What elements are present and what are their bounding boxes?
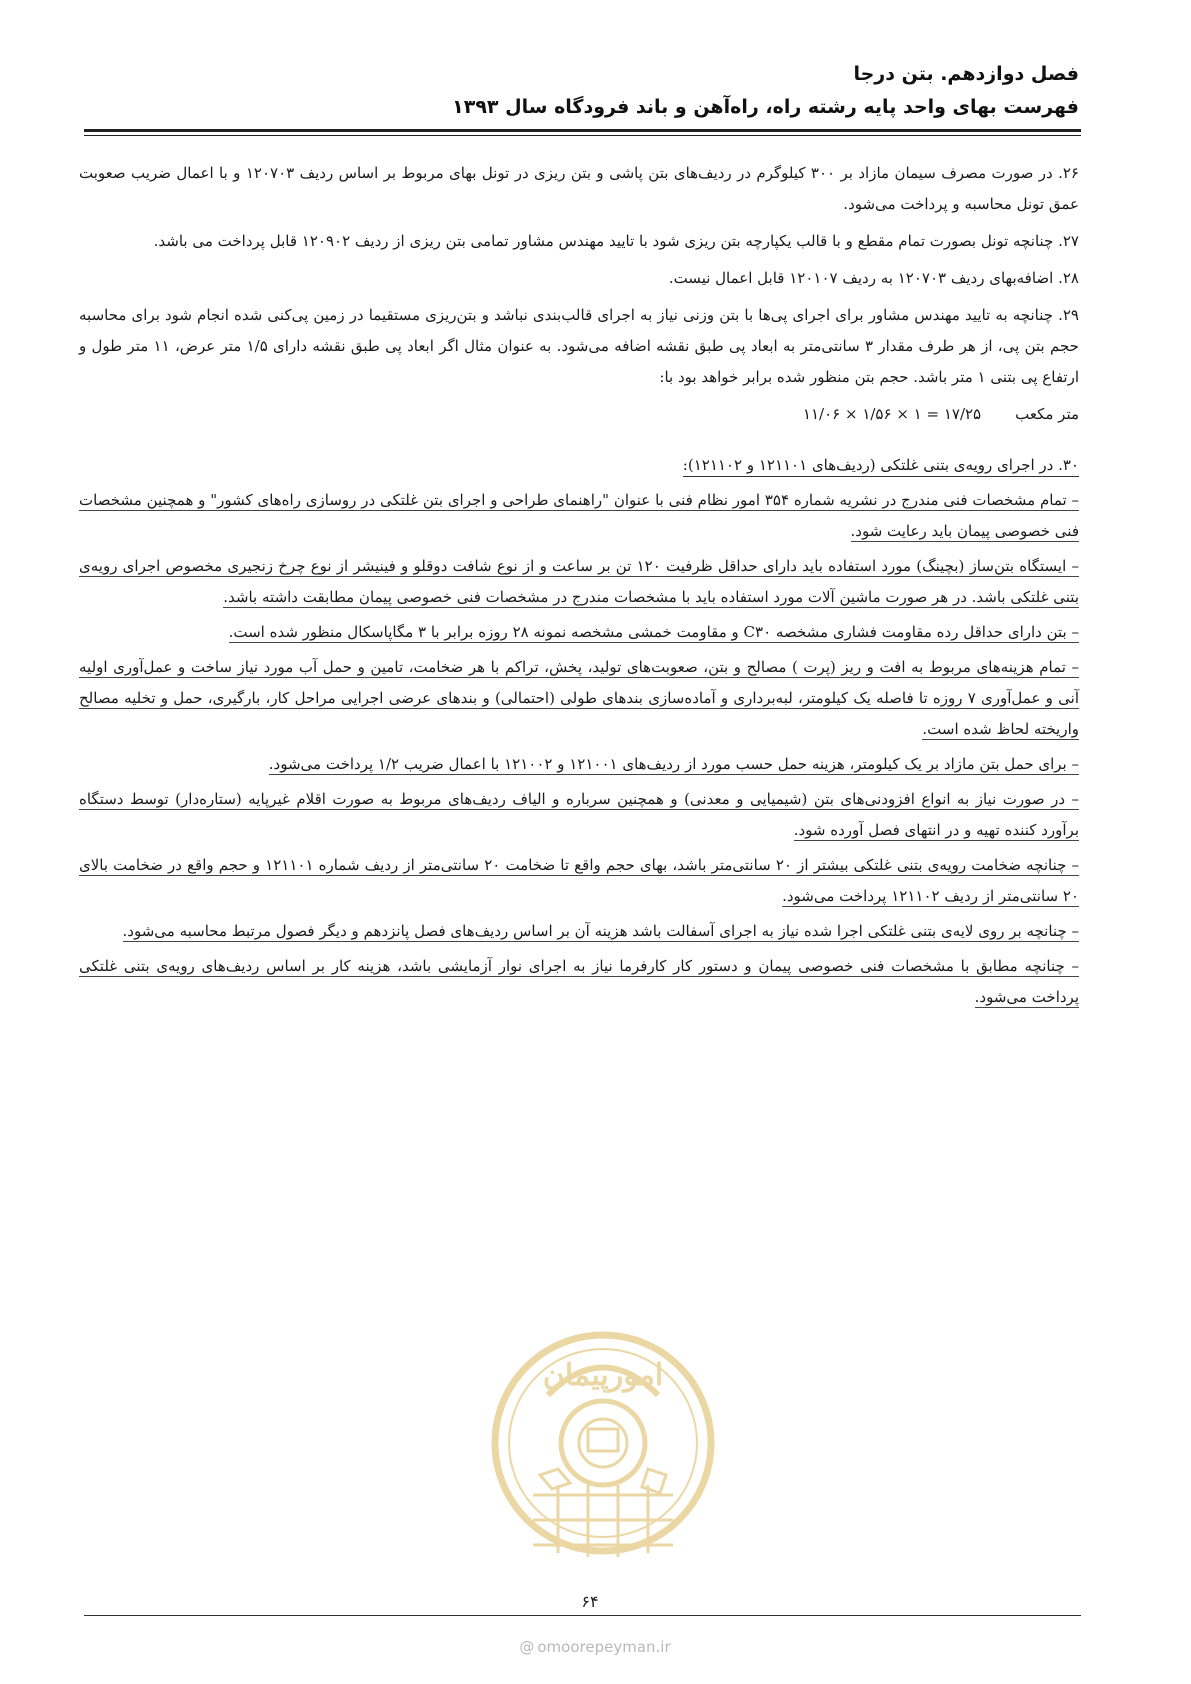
header-rule-thick [84,129,1081,132]
document-title: فهرست بهای واحد پایه رشته راه، راه‌آهن و باند فرودگاه سال ۱۳۹۳ [452,96,1079,118]
list-item: – در صورت نیاز به انواع افزودنی‌های بتن (شیمیایی و معدنی) و همچنین سرباره و الیاف ردیف‌های مربوط به صورت اقلام غیرپایه (ستاره‌دار) توسط دستگاه برآورد کننده تهیه و در انتهای فصل آورده شود. [79,790,1079,839]
page-body [79,158,1079,1017]
watermark-seal-icon [478,1325,728,1575]
section-30 [79,450,1079,1013]
at-sign-icon: @ [519,1638,535,1656]
website-url: omoorepeyman.ir [537,1638,671,1656]
header-rule-thin [84,135,1081,136]
volume-calculation [79,399,1079,430]
section-30-heading: ۳۰. در اجرای رویه‌ی بتنی غلتکی (ردیف‌های ۱۲۱۱۰۱ و ۱۲۱۱۰۲): [79,450,1079,481]
list-item: – چنانچه ضخامت رویه‌ی بتنی غلتکی بیشتر از ۲۰ سانتی‌متر باشد، بهای حجم واقع تا ضخامت ۲۰ سانتی‌متر از ردیف شماره ۱۲۱۱۰۱ و حجم واقع در ضخامت بالای ۲۰ سانتی‌متر از ردیف ۱۲۱۱۰۲ پرداخت می‌شود. [79,856,1079,905]
watermark-text: امورپیمان [542,1358,664,1393]
list-item: – چنانچه مطابق با مشخصات فنی خصوصی پیمان و دستور کار کارفرما نیاز به اجرای نوار آزمایشی باشد، هزینه کار بر اساس ردیف‌های رویه‌ی بتنی غلتکی پرداخت می‌شود. [79,957,1079,1006]
paragraph-26: ۲۶. در صورت مصرف سیمان مازاد بر ۳۰۰ کیلوگرم در ردیف‌های بتن پاشی و بتن ریزی در تونل بهای مربوط بر اساس ردیف ۱۲۰۷۰۳ و با اعمال ضریب صعوبت عمق تونل محاسبه و پرداخت می‌شود. [79,164,1079,213]
volume-formula: ۱۷/۲۵ = ۱ × ۱/۵۶ × ۱۱/۰۶ [802,405,982,423]
list-item: – بتن دارای حداقل رده مقاومت فشاری مشخصه C۳۰ و مقاومت خمشی مشخصه نمونه ۲۸ روزه برابر با ۳ مگاپاسکال منظور شده است. [228,623,1079,641]
paragraph-28: ۲۸. اضافه‌بهای ردیف ۱۲۰۷۰۳ به ردیف ۱۲۰۱۰۷ قابل اعمال نیست. [668,269,1079,287]
footer-rule [84,1615,1081,1616]
list-item: – چنانچه بر روی لایه‌ی بتنی غلتکی اجرا شده نیاز به اجرای آسفالت باشد هزینه آن بر اساس ردیف‌های فصل پانزدهم و دیگر فصول مرتبط محاسبه می‌شود. [122,922,1079,940]
volume-unit: متر مکعب [1015,405,1079,423]
paragraph-27: ۲۷. چنانچه تونل بصورت تمام مقطع و با قالب یکپارچه بتن ریزی شود با تایید مهندس مشاور تمامی بتن ریزی از ردیف ۱۲۰۹۰۲ قابل پرداخت می باشد. [153,232,1079,250]
list-item: – تمام مشخصات فنی مندرج در نشریه شماره ۳۵۴ امور نظام فنی با عنوان "راهنمای طراحی و اجرای بتن غلتکی در روسازی راه‌های کشور" و همچنین مشخصات فنی خصوصی پیمان باید رعایت شود. [79,491,1079,540]
list-item: – برای حمل بتن مازاد بر یک کیلومتر، هزینه حمل حسب مورد از ردیف‌های ۱۲۱۰۰۱ و ۱۲۱۰۰۲ با اعمال ضریب ۱/۲ پرداخت می‌شود. [268,755,1079,773]
website-footer [440,1638,750,1656]
page-header [99,58,1079,124]
chapter-title: فصل دوازدهم. بتن درجا [853,63,1079,85]
list-item: – ایستگاه بتن‌ساز (بچینگ) مورد استفاده باید دارای حداقل ظرفیت ۱۲۰ تن بر ساعت و از نوع شافت دوقلو و فینیشر از نوع چرخ زنجیری مخصوص اجرای رویه‌ی بتنی غلتکی باشد. در هر صورت ماشین آلات مورد استفاده باید با مشخصات مندرج در مشخصات فنی خصوصی پیمان مطابقت داشته باشد. [79,557,1079,606]
page-number: ۶۴ [581,1592,599,1611]
list-item: – تمام هزینه‌های مربوط به افت و ریز (پرت ) مصالح و بتن، صعوبت‌های تولید، پخش، تراکم با هر ضخامت، تامین و حمل آب مورد نیاز ساخت و عمل‌آوری اولیه آنی و عمل‌آوری ۷ روزه تا فاصله یک کیلومتر، لبه‌برداری و آماده‌سازی بندهای طولی (احتمالی) و بندهای عرضی اجرایی مراحل کار، بارگیری، حمل و تخلیه مصالح واریخته لحاظ شده است. [79,658,1079,738]
paragraph-29: ۲۹. چنانچه به تایید مهندس مشاور برای اجرای پی‌ها با بتن وزنی نیاز به اجرای قالب‌بندی نباشد و بتن‌ریزی مستقیما در زمین پی‌کنی شده انجام شود برای محاسبه حجم بتن پی، از هر طرف مقدار ۳ سانتی‌متر به ابعاد پی طبق نقشه اضافه می‌شود. به عنوان مثال اگر ابعاد پی طبق نقشه دارای ۱/۵ متر عرض، ۱۱ متر طول و ارتفاع پی بتنی ۱ متر باشد. حجم بتن منظور شده برابر خواهد بود با: [79,306,1079,386]
